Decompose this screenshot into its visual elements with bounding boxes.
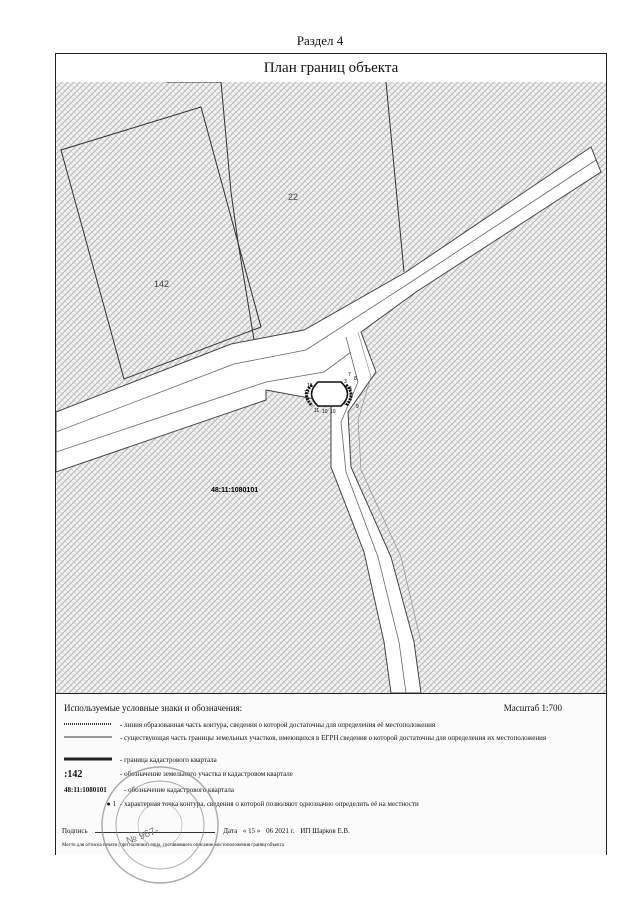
date-label: Дата bbox=[223, 827, 238, 835]
seal-stamp bbox=[95, 760, 225, 890]
boundary-map bbox=[56, 82, 606, 693]
signature-label: Подпись bbox=[62, 827, 88, 835]
legend-item bbox=[64, 721, 590, 730]
point-label: 13 bbox=[307, 383, 313, 389]
point-label: 3 bbox=[344, 379, 347, 385]
legend-text: - существующая часть границы земельных участков, имеющихся в ЕГРН сведения о которой достаточны для определения их местоположения bbox=[120, 734, 547, 742]
legend-symbol bbox=[64, 734, 120, 743]
legend-text: - граница кадастрового квартала bbox=[120, 756, 217, 764]
legend-text: - линия образованная часть контура, сведения о которой достаточны для определения её местоположения bbox=[120, 721, 436, 729]
point-marker-icon: ● bbox=[106, 800, 111, 808]
point-label: 12 bbox=[304, 390, 310, 396]
point-label: 6 bbox=[344, 401, 347, 407]
object-contour bbox=[312, 382, 348, 406]
legend-symbol: :142 bbox=[64, 769, 83, 780]
date-month-year: 06 2021 г. bbox=[266, 827, 295, 835]
point-label: 4 bbox=[349, 386, 352, 392]
point-marker-label: 1 bbox=[112, 800, 116, 808]
signer-name: ИП Шарков Е.В. bbox=[300, 827, 350, 835]
point-label: 10 bbox=[330, 409, 336, 415]
point-label: 8 bbox=[354, 376, 357, 382]
plan-title: План границ объекта bbox=[56, 54, 606, 83]
legend-item bbox=[64, 734, 590, 743]
parcel-22-label: 22 bbox=[288, 192, 299, 202]
quarter-label: 48:11:1080101 bbox=[211, 487, 259, 494]
legend-symbol bbox=[64, 721, 120, 730]
date-day: « 15 » bbox=[242, 827, 261, 835]
point-label: 9 bbox=[356, 404, 359, 410]
stamp-number: № 967- bbox=[124, 825, 161, 848]
legend-text: - обозначение кадастрового квартала bbox=[124, 786, 235, 794]
plan-frame bbox=[55, 53, 607, 855]
legend-text: - обозначение земельного участка в кадастровом квартале bbox=[120, 770, 293, 778]
map-scale: Масштаб 1:700 bbox=[503, 703, 562, 713]
legend-symbol: 48:11:1080101 bbox=[64, 786, 107, 794]
point-label: 7 bbox=[348, 372, 351, 378]
legend-caption: Используемые условные знаки и обозначения: bbox=[64, 703, 243, 713]
point-label: 10 bbox=[322, 409, 328, 415]
point-label: 5 bbox=[350, 394, 353, 400]
section-title: Раздел 4 bbox=[296, 33, 344, 48]
legend-text: - характерная точка контура, сведения о которой позволяют однозначно определить её на местности bbox=[120, 800, 419, 808]
stamp-note: Место для оттиска печати (при наличии) лица, составившего описание местоположения границ объекта bbox=[62, 843, 284, 848]
point-label: 11 bbox=[314, 408, 320, 414]
parcel-142-label: 142 bbox=[154, 279, 170, 289]
